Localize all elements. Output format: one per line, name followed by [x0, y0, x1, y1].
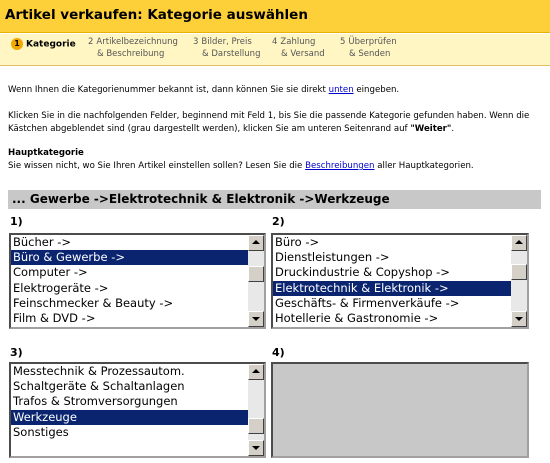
- scroll-down-arrow-icon[interactable]: [248, 311, 264, 327]
- weiter-emphasis: "Weiter": [410, 123, 452, 134]
- list-item[interactable]: Hotellerie & Gastronomie ->: [275, 310, 439, 325]
- descriptions-link[interactable]: Beschreibungen: [305, 161, 375, 171]
- category-listbox-3[interactable]: [9, 362, 266, 458]
- list-item-selected[interactable]: Elektrotechnik & Elektronik ->: [273, 281, 511, 296]
- box-4-label: 4): [272, 346, 285, 359]
- list-item[interactable]: Film & DVD ->: [13, 310, 96, 325]
- list-item-selected[interactable]: Büro & Gewerbe ->: [11, 250, 248, 265]
- scroll-up-arrow-icon[interactable]: [511, 235, 527, 251]
- list-item[interactable]: Schaltgeräte & Schaltanlagen: [13, 379, 185, 394]
- page-title: Artikel verkaufen: Kategorie auswählen: [5, 7, 308, 23]
- category-listbox-2[interactable]: [271, 233, 529, 329]
- category-path-bar: [8, 190, 541, 209]
- step-3: 3 Bilder, Preis & Darstellung: [193, 37, 261, 59]
- main-category-heading: Hauptkategorie: [8, 148, 84, 158]
- instructions-text: Klicken Sie in die nachfolgenden Felder, beginnend mit Feld 1, bis Sie die passende Kategorie gefunden haben. Wenn die Kästchen abgeblendet sind (grau dargestellt werden), klicken Sie am unteren Seitenrand auf "Weiter".: [8, 111, 530, 134]
- scroll-thumb[interactable]: [511, 264, 527, 280]
- intro-text: Wenn Ihnen die Kategorienummer bekannt ist, dann können Sie sie direkt unten eingeben.: [8, 85, 400, 95]
- scroll-down-arrow-icon[interactable]: [511, 311, 527, 327]
- listbox-items: [11, 364, 248, 456]
- list-item-selected[interactable]: Werkzeuge: [11, 410, 248, 425]
- step-4: 4 Zahlung & Versand: [272, 37, 325, 59]
- box-2-label: 2): [272, 215, 285, 228]
- scroll-down-arrow-icon[interactable]: [248, 440, 264, 456]
- steps-divider: [0, 65, 550, 66]
- list-item[interactable]: Sonstiges: [13, 424, 69, 439]
- step-1-number-icon: 1: [11, 38, 23, 50]
- category-path: ... Gewerbe ->Elektrotechnik & Elektronik ->Werkzeuge: [12, 192, 390, 206]
- main-category-text: Sie wissen nicht, wo Sie Ihren Artikel einstellen sollen? Lesen Sie die Beschreibungen aller Hauptkategorien.: [8, 161, 474, 171]
- list-item[interactable]: Messtechnik & Prozessautom.: [13, 364, 185, 378]
- list-item[interactable]: Bücher ->: [13, 235, 72, 249]
- list-item[interactable]: Elektrogeräte ->: [13, 280, 109, 295]
- listbox-items: [11, 235, 248, 327]
- page-header: [0, 0, 550, 33]
- category-number-link[interactable]: unten: [328, 85, 354, 95]
- scroll-up-arrow-icon[interactable]: [248, 235, 264, 251]
- list-item[interactable]: Computer ->: [13, 265, 88, 280]
- list-item[interactable]: Feinschmecker & Beauty ->: [13, 295, 174, 310]
- progress-steps: [0, 34, 550, 65]
- scroll-up-arrow-icon[interactable]: [248, 364, 264, 380]
- list-item[interactable]: Dienstleistungen ->: [275, 250, 390, 265]
- scroll-thumb[interactable]: [248, 418, 264, 434]
- scrollbar[interactable]: [511, 235, 527, 327]
- box-1-label: 1): [10, 215, 23, 228]
- list-item[interactable]: Geschäfts- & Firmenverkäufe ->: [275, 295, 460, 310]
- step-1-label: Kategorie: [26, 39, 76, 50]
- scrollbar[interactable]: [248, 364, 264, 456]
- scrollbar[interactable]: [248, 235, 264, 327]
- list-item[interactable]: Druckindustrie & Copyshop ->: [275, 265, 450, 280]
- listbox-items: [273, 235, 511, 327]
- category-listbox-1[interactable]: [9, 233, 266, 329]
- category-listbox-4: [271, 362, 529, 458]
- list-item[interactable]: Büro ->: [275, 235, 320, 249]
- step-1: [11, 38, 76, 51]
- step-5: 5 Überprüfen & Senden: [340, 37, 397, 59]
- scroll-thumb[interactable]: [248, 266, 264, 282]
- step-2: 2 Artikelbezeichnung & Beschreibung: [88, 37, 178, 59]
- box-3-label: 3): [10, 346, 23, 359]
- list-item[interactable]: Trafos & Stromversorgungen: [13, 394, 178, 409]
